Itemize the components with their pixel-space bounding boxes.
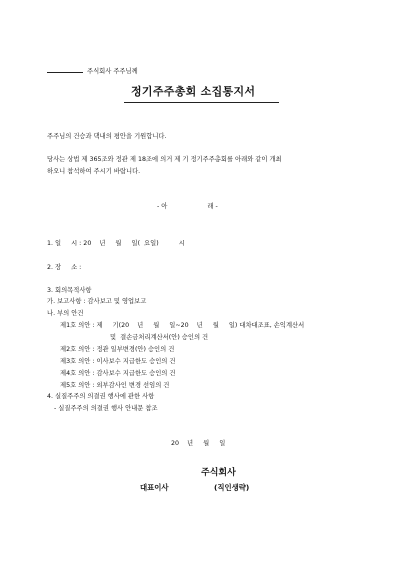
proxy-item: - 실질주주의 의결권 행사 안내문 참조 (54, 405, 158, 412)
section-header: - 아 래 - (157, 203, 218, 210)
resolution-item: 및 결손금처리계산서(안) 승인의 건 (60, 334, 209, 341)
intro-line-2: 하오니 참석하여 주시기 바랍니다. (47, 168, 141, 175)
seal-omitted-note: (직인생략) (214, 483, 250, 492)
ceo-label: 대표이사 (140, 483, 169, 492)
meeting-place-line: 2. 장 소 : (47, 264, 82, 271)
document-title: 정기주주총회 소집통지서 (131, 85, 256, 98)
issue-date: 20 년 월 일 (171, 440, 226, 447)
report-item: 가. 보고사항 : 감사보고 및 영업보고 (47, 298, 147, 305)
addressee-text: 주식회사 주주님께 (87, 68, 138, 75)
company-name: 주식회사 (201, 468, 236, 478)
resolution-item: 제5호 의안 : 외부감사인 변경 선임의 건 (60, 382, 170, 389)
resolution-item: 제3호 의안 : 이사보수 지급한도 승인의 건 (60, 358, 176, 365)
greeting-text: 주주님의 건승과 댁내의 평안을 기원합니다. (47, 133, 167, 140)
meeting-date-line: 1. 일 시 : 20 년 월 일( 요일) 시 (47, 240, 185, 247)
company-name-blank (47, 66, 83, 73)
resolution-item: 제4호 의안 : 감사보수 지급한도 승인의 건 (60, 370, 176, 377)
proxy-heading: 4. 실질주주의 의결권 행사에 관한 사항 (47, 393, 155, 400)
resolution-item: 제1호 의안 : 제 기(20 년 월 일~20 년 월 일) 대차대조표, 손익계산서 (60, 322, 305, 329)
addressee-line (47, 66, 138, 76)
resolution-heading: 나. 부의 안건 (47, 310, 84, 317)
title-underline (124, 102, 279, 103)
agenda-heading: 3. 회의목적사항 (47, 287, 92, 294)
intro-line-1: 당사는 상법 제 365조와 정관 제 18조에 의거 제 기 정기주주총회를 아래와 같이 개최 (47, 156, 282, 163)
resolution-item: 제2호 의안 : 정관 일부변경(안) 승인의 건 (60, 346, 175, 353)
